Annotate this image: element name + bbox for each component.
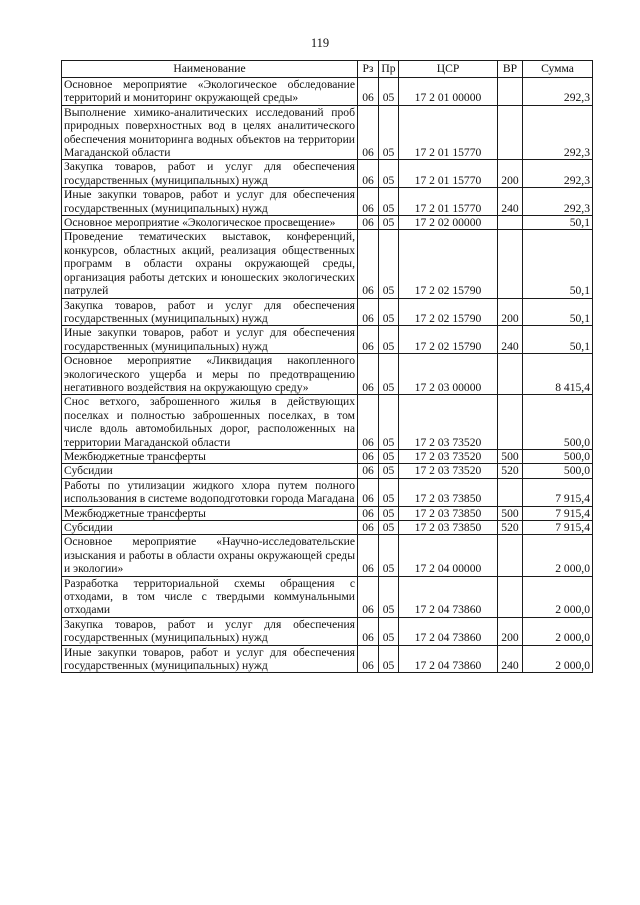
row-sum: 8 415,4 bbox=[523, 354, 593, 395]
row-rz: 06 bbox=[358, 105, 379, 160]
row-rz: 06 bbox=[358, 521, 379, 535]
row-vr bbox=[498, 395, 523, 450]
row-csr: 17 2 04 73860 bbox=[399, 645, 498, 673]
row-vr: 500 bbox=[498, 506, 523, 520]
row-csr: 17 2 03 73520 bbox=[399, 464, 498, 478]
table-row bbox=[62, 478, 593, 506]
table-row bbox=[62, 78, 593, 106]
row-csr: 17 2 01 15770 bbox=[399, 188, 498, 216]
row-vr: 500 bbox=[498, 449, 523, 463]
table-row bbox=[62, 521, 593, 535]
row-sum: 50,1 bbox=[523, 298, 593, 326]
row-sum: 7 915,4 bbox=[523, 521, 593, 535]
row-pr: 05 bbox=[379, 105, 399, 160]
row-name: Иные закупки товаров, работ и услуг для обеспечения государственных (муниципальных) нужд bbox=[62, 326, 358, 354]
table-row bbox=[62, 645, 593, 673]
row-sum: 50,1 bbox=[523, 230, 593, 298]
row-name: Основное мероприятие «Экологическое просвещение» bbox=[62, 216, 358, 230]
row-name: Межбюджетные трансферты bbox=[62, 506, 358, 520]
row-name: Выполнение химико-аналитических исследований проб природных поверхностных вод в целях аналитического обеспечения мониторинга водных объектов на территории Магаданской области bbox=[62, 105, 358, 160]
table-row bbox=[62, 449, 593, 463]
row-rz: 06 bbox=[358, 535, 379, 576]
header-row bbox=[62, 61, 593, 78]
row-vr: 200 bbox=[498, 617, 523, 645]
row-rz: 06 bbox=[358, 216, 379, 230]
row-csr: 17 2 02 15790 bbox=[399, 298, 498, 326]
row-sum: 7 915,4 bbox=[523, 478, 593, 506]
table-row bbox=[62, 506, 593, 520]
row-vr: 200 bbox=[498, 160, 523, 188]
row-name: Закупка товаров, работ и услуг для обеспечения государственных (муниципальных) нужд bbox=[62, 298, 358, 326]
row-pr: 05 bbox=[379, 464, 399, 478]
row-csr: 17 2 01 15770 bbox=[399, 160, 498, 188]
row-vr: 200 bbox=[498, 298, 523, 326]
row-pr: 05 bbox=[379, 230, 399, 298]
table-row bbox=[62, 395, 593, 450]
row-rz: 06 bbox=[358, 78, 379, 106]
budget-table bbox=[61, 60, 593, 673]
row-vr bbox=[498, 478, 523, 506]
row-vr bbox=[498, 576, 523, 617]
row-name: Основное мероприятие «Научно-исследовательские изыскания и работы в области охраны окружающей среды и экологии» bbox=[62, 535, 358, 576]
row-sum: 2 000,0 bbox=[523, 576, 593, 617]
row-sum: 500,0 bbox=[523, 449, 593, 463]
row-sum: 2 000,0 bbox=[523, 617, 593, 645]
row-csr: 17 2 04 73860 bbox=[399, 617, 498, 645]
row-vr: 240 bbox=[498, 188, 523, 216]
table-row bbox=[62, 464, 593, 478]
table-body bbox=[62, 78, 593, 673]
header-pr: Пр bbox=[379, 61, 399, 78]
row-sum: 500,0 bbox=[523, 464, 593, 478]
row-pr: 05 bbox=[379, 78, 399, 106]
row-rz: 06 bbox=[358, 576, 379, 617]
row-pr: 05 bbox=[379, 354, 399, 395]
row-name: Межбюджетные трансферты bbox=[62, 449, 358, 463]
row-pr: 05 bbox=[379, 326, 399, 354]
row-csr: 17 2 04 00000 bbox=[399, 535, 498, 576]
row-name: Иные закупки товаров, работ и услуг для обеспечения государственных (муниципальных) нужд bbox=[62, 645, 358, 673]
row-vr: 240 bbox=[498, 645, 523, 673]
table-row bbox=[62, 535, 593, 576]
row-pr: 05 bbox=[379, 535, 399, 576]
row-csr: 17 2 01 15770 bbox=[399, 105, 498, 160]
row-rz: 06 bbox=[358, 395, 379, 450]
row-pr: 05 bbox=[379, 521, 399, 535]
row-sum: 7 915,4 bbox=[523, 506, 593, 520]
row-rz: 06 bbox=[358, 478, 379, 506]
row-name: Основное мероприятие «Экологическое обследование территорий и мониторинг окружающей среды» bbox=[62, 78, 358, 106]
table-row bbox=[62, 576, 593, 617]
row-csr: 17 2 02 00000 bbox=[399, 216, 498, 230]
row-pr: 05 bbox=[379, 617, 399, 645]
header-rz: Рз bbox=[358, 61, 379, 78]
table-row bbox=[62, 188, 593, 216]
table-row bbox=[62, 298, 593, 326]
row-pr: 05 bbox=[379, 216, 399, 230]
row-name: Закупка товаров, работ и услуг для обеспечения государственных (муниципальных) нужд bbox=[62, 617, 358, 645]
row-name: Субсидии bbox=[62, 521, 358, 535]
row-csr: 17 2 03 73850 bbox=[399, 506, 498, 520]
table-row bbox=[62, 230, 593, 298]
row-name: Проведение тематических выставок, конференций, конкурсов, областных акций, реализация общественных программ в области охраны окружающей среды, организация работы детских и юношеских экологических патрулей bbox=[62, 230, 358, 298]
row-pr: 05 bbox=[379, 506, 399, 520]
row-rz: 06 bbox=[358, 160, 379, 188]
row-name: Работы по утилизации жидкого хлора путем полного использования в системе водоподготовки города Магадана bbox=[62, 478, 358, 506]
row-vr: 520 bbox=[498, 464, 523, 478]
row-rz: 06 bbox=[358, 188, 379, 216]
page-number: 119 bbox=[310, 36, 330, 50]
table-row bbox=[62, 160, 593, 188]
header-name: Наименование bbox=[62, 61, 358, 78]
table-row bbox=[62, 216, 593, 230]
row-csr: 17 2 03 73520 bbox=[399, 449, 498, 463]
row-csr: 17 2 02 15790 bbox=[399, 326, 498, 354]
row-pr: 05 bbox=[379, 449, 399, 463]
row-sum: 292,3 bbox=[523, 160, 593, 188]
row-sum: 500,0 bbox=[523, 395, 593, 450]
row-vr bbox=[498, 230, 523, 298]
header-sum: Сумма bbox=[523, 61, 593, 78]
row-vr bbox=[498, 535, 523, 576]
row-rz: 06 bbox=[358, 298, 379, 326]
row-rz: 06 bbox=[358, 354, 379, 395]
row-sum: 2 000,0 bbox=[523, 645, 593, 673]
row-name: Закупка товаров, работ и услуг для обеспечения государственных (муниципальных) нужд bbox=[62, 160, 358, 188]
row-pr: 05 bbox=[379, 645, 399, 673]
table-header bbox=[62, 61, 593, 78]
row-vr bbox=[498, 216, 523, 230]
row-csr: 17 2 03 73520 bbox=[399, 395, 498, 450]
row-csr: 17 2 02 15790 bbox=[399, 230, 498, 298]
row-sum: 292,3 bbox=[523, 188, 593, 216]
row-sum: 50,1 bbox=[523, 216, 593, 230]
row-rz: 06 bbox=[358, 506, 379, 520]
row-sum: 292,3 bbox=[523, 105, 593, 160]
row-csr: 17 2 01 00000 bbox=[399, 78, 498, 106]
row-rz: 06 bbox=[358, 230, 379, 298]
row-pr: 05 bbox=[379, 298, 399, 326]
row-name: Основное мероприятие «Ликвидация накопленного экологического ущерба и меры по предотвращению негативного воздействия на окружающую среду» bbox=[62, 354, 358, 395]
row-pr: 05 bbox=[379, 160, 399, 188]
row-csr: 17 2 03 73850 bbox=[399, 478, 498, 506]
header-vr: ВР bbox=[498, 61, 523, 78]
row-csr: 17 2 04 73860 bbox=[399, 576, 498, 617]
row-pr: 05 bbox=[379, 395, 399, 450]
row-name: Субсидии bbox=[62, 464, 358, 478]
row-pr: 05 bbox=[379, 576, 399, 617]
table-row bbox=[62, 105, 593, 160]
row-vr bbox=[498, 105, 523, 160]
row-name: Разработка территориальной схемы обращения с отходами, в том числе с твердыми коммунальными отходами bbox=[62, 576, 358, 617]
row-rz: 06 bbox=[358, 449, 379, 463]
row-pr: 05 bbox=[379, 188, 399, 216]
row-vr bbox=[498, 354, 523, 395]
row-rz: 06 bbox=[358, 464, 379, 478]
table-row bbox=[62, 326, 593, 354]
header-csr: ЦСР bbox=[399, 61, 498, 78]
row-rz: 06 bbox=[358, 326, 379, 354]
row-vr bbox=[498, 78, 523, 106]
table-row bbox=[62, 617, 593, 645]
row-name: Иные закупки товаров, работ и услуг для обеспечения государственных (муниципальных) нужд bbox=[62, 188, 358, 216]
row-sum: 50,1 bbox=[523, 326, 593, 354]
row-csr: 17 2 03 00000 bbox=[399, 354, 498, 395]
row-pr: 05 bbox=[379, 478, 399, 506]
row-sum: 292,3 bbox=[523, 78, 593, 106]
row-rz: 06 bbox=[358, 645, 379, 673]
row-vr: 520 bbox=[498, 521, 523, 535]
row-vr: 240 bbox=[498, 326, 523, 354]
row-rz: 06 bbox=[358, 617, 379, 645]
table-row bbox=[62, 354, 593, 395]
row-sum: 2 000,0 bbox=[523, 535, 593, 576]
row-name: Снос ветхого, заброшенного жилья в действующих поселках и полностью заброшенных поселках, в том числе вдоль автомобильных дорог, расположенных на территории Магаданской области bbox=[62, 395, 358, 450]
row-csr: 17 2 03 73850 bbox=[399, 521, 498, 535]
